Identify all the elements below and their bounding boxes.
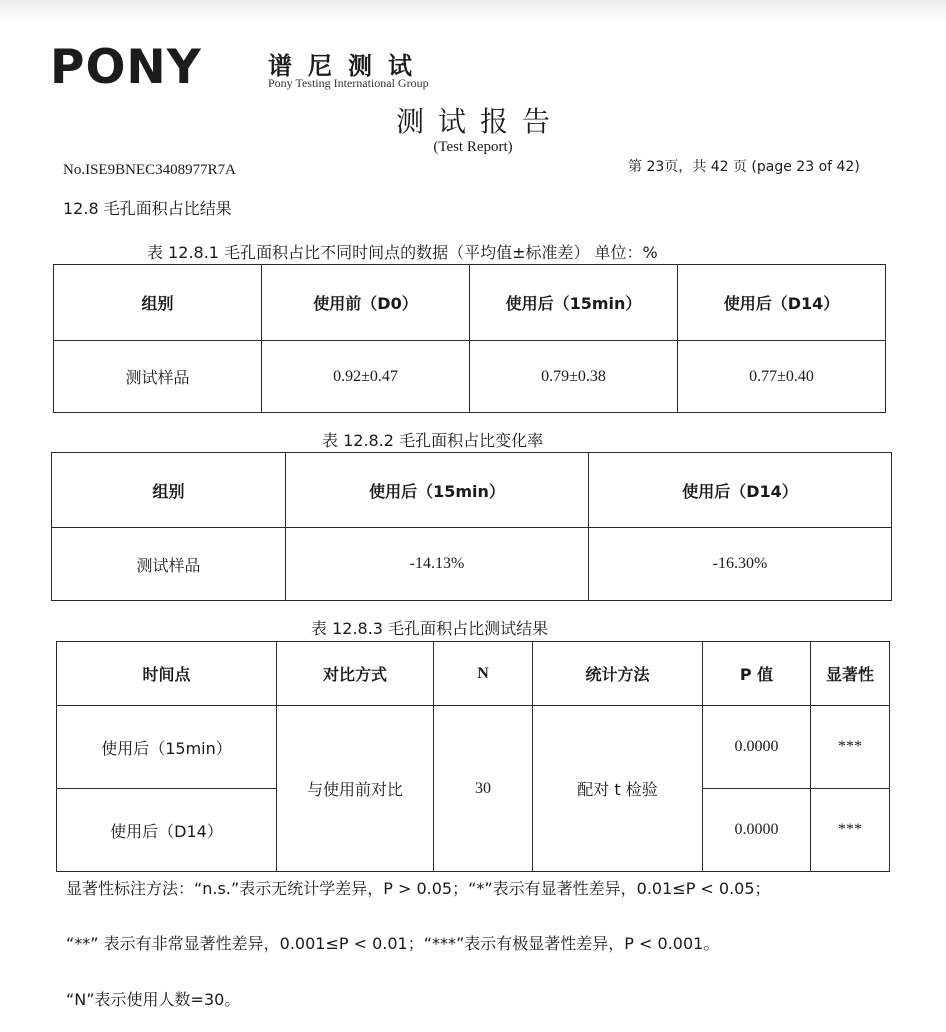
significance-note: 显著性标注方法：“n.s.”表示无统计学差异，P > 0.05；“*”表示有显著性差异，0.01≤P < 0.05； <box>66 879 771 898</box>
table2-cell: -16.30% <box>589 528 892 601</box>
table2-header-cell: 使用后（D14） <box>589 453 892 528</box>
table1-caption: 表 12.8.1 毛孔面积占比不同时间点的数据（平均值±标准差） 单位：% <box>147 243 658 262</box>
table3-method-cell: 配对 t 检验 <box>533 706 703 872</box>
table2-header-cell: 组别 <box>52 453 286 528</box>
table3-significance-cell: *** <box>811 706 890 789</box>
sample-size-note: “N”表示使用人数=30。 <box>66 990 241 1009</box>
table3-p-value-cell: 0.0000 <box>703 706 811 789</box>
document-title: 测试报告 <box>395 105 564 138</box>
table3 <box>56 641 890 872</box>
company-name-en: Pony Testing International Group <box>268 76 429 90</box>
table3-header-cell: 时间点 <box>57 642 277 706</box>
table-row <box>52 528 892 601</box>
table1-cell: 0.77±0.40 <box>678 341 886 413</box>
table2-header-row <box>52 453 892 528</box>
table1 <box>53 264 886 413</box>
page-number: 第 23页，共 42 页 (page 23 of 42) <box>628 159 860 175</box>
report-number: No.ISE9BNEC3408977R7A <box>63 162 236 178</box>
table2-caption: 表 12.8.2 毛孔面积占比变化率 <box>322 431 544 450</box>
table1-cell: 测试样品 <box>54 341 262 413</box>
table1-cell: 0.79±0.38 <box>470 341 678 413</box>
table3-header-cell: P 值 <box>703 642 811 706</box>
table-row <box>57 706 890 789</box>
table3-header-cell: 对比方式 <box>277 642 434 706</box>
table3-header-cell: 统计方法 <box>533 642 703 706</box>
scan-edge <box>0 0 946 22</box>
table1-header-cell: 使用前（D0） <box>262 265 470 341</box>
table-row <box>54 341 886 413</box>
table3-timepoint-cell: 使用后（D14） <box>57 789 277 872</box>
table3-significance-cell: *** <box>811 789 890 872</box>
table3-header-cell: N <box>434 642 533 706</box>
table1-header-cell: 使用后（15min） <box>470 265 678 341</box>
table1-header-cell: 使用后（D14） <box>678 265 886 341</box>
table3-caption: 表 12.8.3 毛孔面积占比测试结果 <box>311 619 549 638</box>
table2-header-cell: 使用后（15min） <box>286 453 589 528</box>
company-name-cn: 谱尼测试 <box>268 52 428 80</box>
table3-p-value-cell: 0.0000 <box>703 789 811 872</box>
table3-header-row <box>57 642 890 706</box>
table2-cell: -14.13% <box>286 528 589 601</box>
document-subtitle: (Test Report) <box>433 139 513 155</box>
section-title: 12.8 毛孔面积占比结果 <box>63 199 232 218</box>
table3-header-cell: 显著性 <box>811 642 890 706</box>
table1-header-cell: 组别 <box>54 265 262 341</box>
table3-timepoint-cell: 使用后（15min） <box>57 706 277 789</box>
table1-cell: 0.92±0.47 <box>262 341 470 413</box>
table2 <box>51 452 892 601</box>
table3-comparison-cell: 与使用前对比 <box>277 706 434 872</box>
table1-header-row <box>54 265 886 341</box>
table2-cell: 测试样品 <box>52 528 286 601</box>
company-logo: PONY <box>50 40 202 95</box>
significance-note: “**” 表示有非常显著性差异，0.001≤P < 0.01；“***”表示有极显著性差异，P < 0.001。 <box>66 934 720 953</box>
table3-n-cell: 30 <box>434 706 533 872</box>
